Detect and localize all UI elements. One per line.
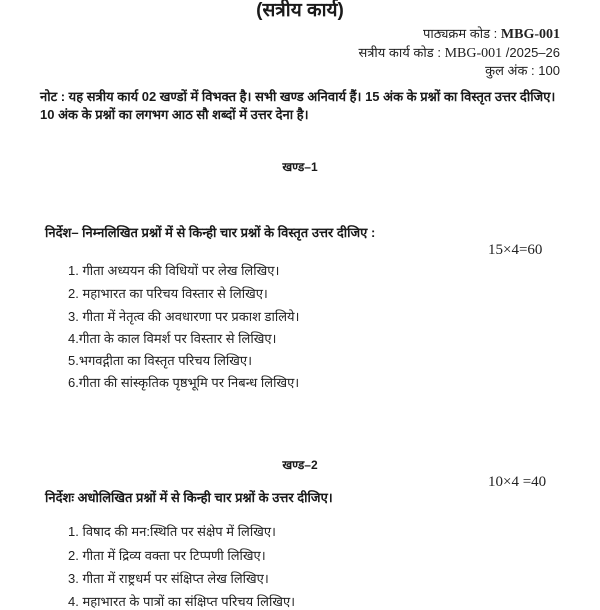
total-marks-row xyxy=(485,63,560,79)
assignment-code-value: MBG-001 xyxy=(444,46,503,61)
question-item: 2. महाभारत का परिचय विस्तार से लिखिए। xyxy=(68,286,268,301)
total-marks-label: कुल अंक : xyxy=(485,63,535,78)
section-1-marks: 15×4=60 xyxy=(488,242,543,258)
assignment-code-row xyxy=(358,45,560,62)
assignment-code-label: सत्रीय कार्य कोड : xyxy=(358,45,441,60)
section-2-instruction: निर्देशः अधोलिखित प्रश्नों में से किन्ही चार प्रश्नों के उत्तर दीजिए। xyxy=(45,490,333,505)
section-1-instruction: निर्देश– निम्नलिखित प्रश्नों में से किन्ही चार प्रश्नों के विस्तृत उत्तर दीजिए : xyxy=(45,225,376,240)
question-item: 5.भगवद्गीता का विस्तृत परिचय लिखिए। xyxy=(68,353,253,368)
question-item: 3. गीता में राष्ट्रधर्म पर संक्षिप्त लेख लिखिए। xyxy=(68,571,269,586)
question-item: 4.गीता के काल विमर्श पर विस्तार से लिखिए। xyxy=(68,331,277,346)
question-item: 1. विषाद की मन:स्थिति पर संक्षेप में लिखिए। xyxy=(68,524,276,539)
document-title: (सत्रीय कार्य) xyxy=(256,0,344,21)
question-item: 1. गीता अध्ययन की विधियों पर लेख लिखिए। xyxy=(68,263,280,278)
total-marks-value: 100 xyxy=(538,63,560,78)
course-code-label: पाठ्यक्रम कोड : xyxy=(422,26,498,41)
question-item: 2. गीता में द्रिव्य वक्ता पर टिप्पणी लिखिए। xyxy=(68,548,266,563)
section-1-heading: खण्ड–1 xyxy=(282,160,318,174)
assignment-code-suffix: /2025–26 xyxy=(505,45,560,60)
section-2-heading: खण्ड–2 xyxy=(282,458,318,472)
course-code-row xyxy=(423,26,560,43)
course-code-value: MBG-001 xyxy=(500,27,560,42)
question-item: 4. महाभारत के पात्रों का संक्षिप्त परिचय लिखिए। xyxy=(68,594,296,609)
section-2-marks: 10×4 =40 xyxy=(488,474,547,490)
question-item: 3. गीता में नेतृत्व की अवधारणा पर प्रकाश डालिये। xyxy=(68,309,300,324)
question-item: 6.गीता की सांस्कृतिक पृष्ठभूमि पर निबन्ध लिखिए। xyxy=(68,375,300,390)
note-paragraph: नोट : यह सत्रीय कार्य 02 खण्डों में विभक्त है। सभी खण्ड अनिवार्य हैं। 15 अंक के प्रश्नों का विस्तृत उत्तर दीजिए। 10 अंक के प्रश्नों का लगभग आठ सौ शब्दों में उत्तर देना है। xyxy=(40,89,556,122)
